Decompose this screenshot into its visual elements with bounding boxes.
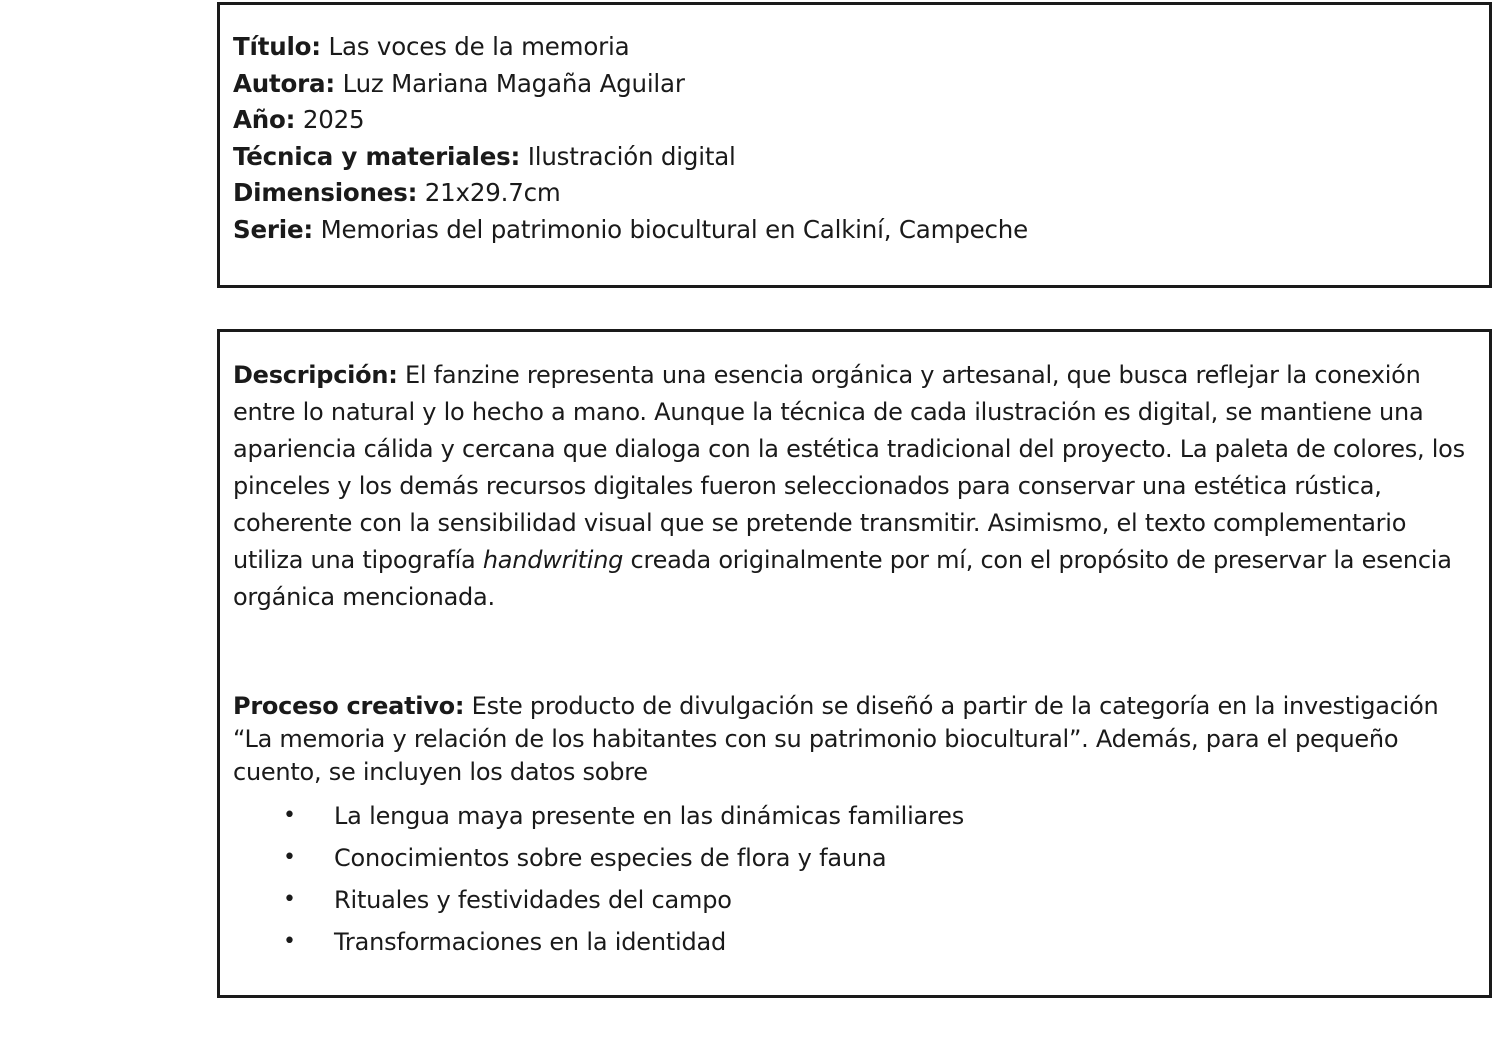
field-label: Autora: [233,68,335,98]
author-line [233,66,1489,103]
dimensions-line [233,175,1489,212]
technique-line [233,139,1489,176]
field-value: 21x29.7cm [424,178,561,208]
metadata-box [217,2,1492,288]
field-value: Memorias del patrimonio biocultural en Calkiní, Campeche [320,214,1028,244]
field-label: Dimensiones: [233,178,418,208]
field-value: Las voces de la memoria [328,32,630,61]
list-item [233,879,1473,921]
list-item-text: La lengua maya presente en las dinámicas familiares [334,802,965,830]
description-label: Descripción: [233,361,398,389]
field-label: Título: [233,32,321,61]
description-emphasis: handwriting [482,546,624,574]
description-paragraph [233,357,1473,616]
field-label: Año: [233,105,296,135]
bullet-icon: • [283,887,296,912]
list-item-text: Rituales y festividades del campo [334,886,732,914]
field-value: 2025 [302,105,365,135]
bullet-icon: • [283,845,296,870]
field-value: Luz Mariana Magaña Aguilar [342,68,685,98]
process-bullet-list [233,795,1473,963]
list-item-text: Transformaciones en la identidad [334,928,727,956]
description-text: El fanzine representa una esencia orgánica y artesanal, que busca reflejar la conexión entre lo natural y lo hecho a mano. Aunque la técnica de cada ilustración es digital, se mantiene una apariencia cálida y cercana que dialoga con la estética tradicional del proyecto. La paleta de colores, los pinceles y los demás recursos digitales fueron seleccionados para conservar una estética rústica, coherente con la sensibilidad visual que se pretende transmitir. Asimismo, el texto complementario utiliza una tipografía [233,361,1465,574]
list-item [233,795,1473,837]
field-label: Serie: [233,214,313,244]
bullet-icon: • [283,929,296,954]
description-box [217,329,1492,998]
description-text-end: creada originalmente por mí, con el propósito de preservar la esencia orgánica mencionada. [233,546,1452,611]
title-line [233,29,1489,66]
process-text: Este producto de divulgación se diseñó a partir de la categoría en la investigación “La memoria y relación de los habitantes con su patrimonio biocultural”. Además, para el pequeño cuento, se incluyen los datos sobre [233,692,1439,786]
bullet-icon: • [283,803,296,828]
list-item [233,837,1473,879]
series-line [233,212,1489,249]
field-value: Ilustración digital [527,141,736,171]
field-label: Técnica y materiales: [233,141,521,171]
process-paragraph [233,690,1473,789]
process-label: Proceso creativo: [233,692,465,720]
year-line [233,102,1489,139]
list-item [233,921,1473,963]
list-item-text: Conocimientos sobre especies de flora y fauna [334,844,887,872]
